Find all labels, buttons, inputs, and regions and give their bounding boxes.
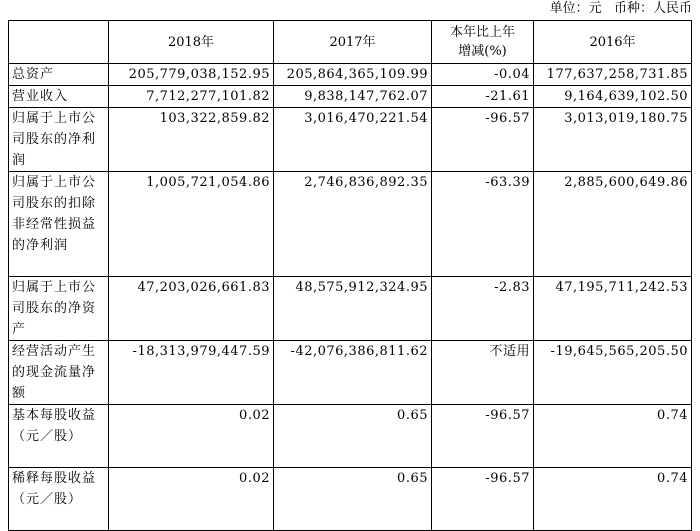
cell-change: -2.83 [432, 277, 534, 341]
cell-2016: 47,195,711,242.53 [534, 277, 692, 341]
cell-2017: 0.65 [274, 468, 432, 531]
row-label: 总资产 [9, 64, 109, 86]
financial-data-table [8, 20, 692, 531]
cell-2017: 9,838,147,762.07 [274, 86, 432, 108]
cell-2017: -42,076,386,811.62 [274, 341, 432, 405]
table-row [9, 405, 692, 468]
row-label: 归属于上市公司股东的净利润 [9, 108, 109, 172]
cell-change: -21.61 [432, 86, 534, 108]
cell-2016: -19,645,565,205.50 [534, 341, 692, 405]
header-2017: 2017年 [274, 21, 432, 64]
cell-2018: 205,779,038,152.95 [109, 64, 274, 86]
table-row [9, 64, 692, 86]
cell-2016: 3,013,019,180.75 [534, 108, 692, 172]
cell-2018: 47,203,026,661.83 [109, 277, 274, 341]
cell-2018: 1,005,721,054.86 [109, 172, 274, 277]
cell-2016: 9,164,639,102.50 [534, 86, 692, 108]
table-row [9, 277, 692, 341]
table-row [9, 86, 692, 108]
table-header-row [9, 21, 692, 64]
cell-2016: 0.74 [534, 468, 692, 531]
cell-change: -63.39 [432, 172, 534, 277]
unit-currency-note: 单位：元 币种：人民币 [549, 1, 692, 16]
row-label: 稀释每股收益（元／股） [9, 468, 109, 531]
table-row [9, 341, 692, 405]
table-row [9, 468, 692, 531]
row-label: 归属于上市公司股东的扣除非经常性损益的净利润 [9, 172, 109, 277]
cell-change: -96.57 [432, 468, 534, 531]
cell-change: 不适用 [432, 341, 534, 405]
header-2018: 2018年 [109, 21, 274, 64]
cell-2018: 0.02 [109, 405, 274, 468]
cell-2018: 103,322,859.82 [109, 108, 274, 172]
cell-2018: 7,712,277,101.82 [109, 86, 274, 108]
cell-2017: 205,864,365,109.99 [274, 64, 432, 86]
row-label: 归属于上市公司股东的净资产 [9, 277, 109, 341]
row-label: 营业收入 [9, 86, 109, 108]
cell-2017: 0.65 [274, 405, 432, 468]
row-label: 基本每股收益（元／股） [9, 405, 109, 468]
cell-change: -96.57 [432, 405, 534, 468]
cell-change: -96.57 [432, 108, 534, 172]
cell-2017: 2,746,836,892.35 [274, 172, 432, 277]
header-item [9, 21, 109, 64]
row-label: 经营活动产生的现金流量净额 [9, 341, 109, 405]
table-row [9, 108, 692, 172]
cell-change: -0.04 [432, 64, 534, 86]
cell-2016: 0.74 [534, 405, 692, 468]
cell-2016: 177,637,258,731.85 [534, 64, 692, 86]
table-row [9, 172, 692, 277]
cell-2017: 3,016,470,221.54 [274, 108, 432, 172]
cell-2017: 48,575,912,324.95 [274, 277, 432, 341]
cell-2018: 0.02 [109, 468, 274, 531]
header-2016: 2016年 [534, 21, 692, 64]
header-change: 本年比上年 增减(%) [432, 21, 534, 64]
cell-2018: -18,313,979,447.59 [109, 341, 274, 405]
cell-2016: 2,885,600,649.86 [534, 172, 692, 277]
